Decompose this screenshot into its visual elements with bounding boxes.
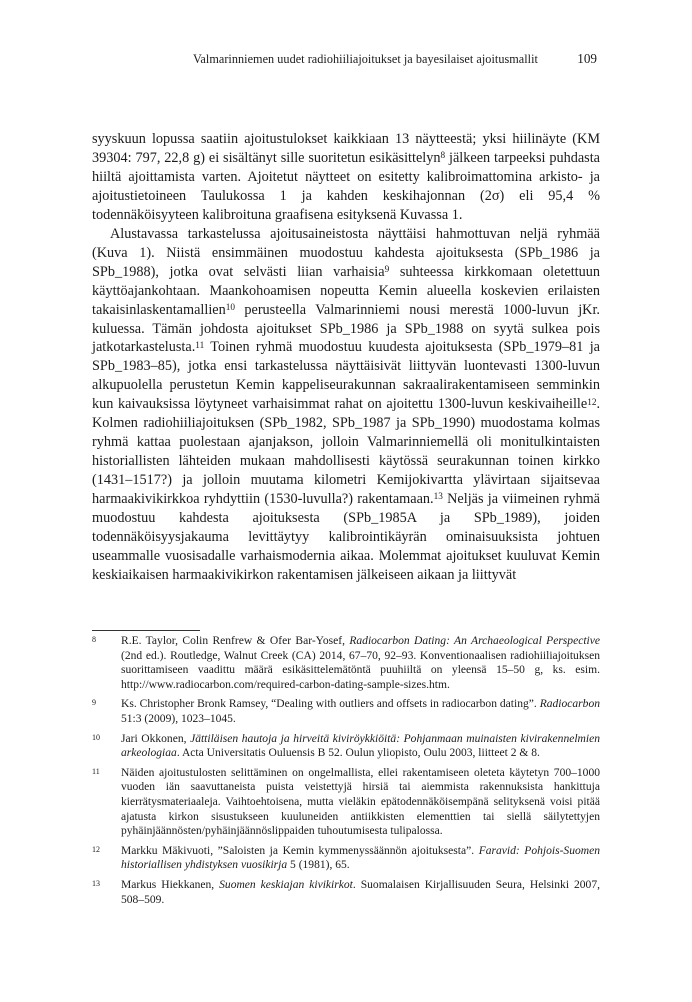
paragraph-2-text: suhteessa kirkkomaan oletettuun käyttöajankohtaan. Maankohoamisen nopeutta Kemin alueella koskevien erilaisten takaisinlaskentamallien: [92, 263, 600, 318]
footnote-text: [121, 698, 600, 725]
paragraph-1-text: jälkeen tarpeeksi puhdasta hiiltä ajoittamista varten. Ajoitetut näytteet on esitetty kalibroimattomina arkisto- ja ajoitustietoineen Taulukossa 1 ja kahden keskihajonnan (2σ) eli 95,4 % todennäköisyyteen kalibroituna graafisena esityksenä Kuvassa 1.: [92, 149, 601, 223]
footnote-text-part: 51:3 (2009), 1023–1045.: [121, 712, 236, 725]
footnote-title: Radiocarbon: [539, 698, 600, 711]
footnote-title: Suomen keskiajan kivikirkot: [219, 879, 353, 892]
footnote-title: Jättiläisen hautoja ja hirveitä kiviröykkiöitä: Pohjanmaan muinaisten kivirakennelmien arkeologiaa: [121, 732, 601, 760]
footnote-text: [121, 879, 600, 906]
footnote-10: [92, 732, 600, 761]
footnote-ref-11[interactable]: 11: [195, 340, 205, 351]
footnote-ref-13[interactable]: 13: [433, 492, 443, 503]
body-text: [92, 130, 600, 585]
paragraph-2-text: Alustavassa tarkastelussa ajoitusaineistosta näyttäisi hahmottuvan neljä ryhmää (Kuva 1). Niistä ensimmäinen muodostuu kahdesta ajoituksesta (SPb_1986 ja SPb_1988), jotka ovat selvästi liian varhaisia: [92, 225, 600, 280]
footnote-13: [92, 878, 600, 907]
paragraph-2-text: . Kolmen radiohiiliajoituksen (SPb_1982, SPb_1987 ja SPb_1990) muodostama kolmas ryhmä kattaa puolestaan ajanjakson, jolloin Valmarinniemellä oli monitulkintaisten historiallisten lähteiden mukaan mahdollisesti käytössä seurakunnan toinen kirkko (1431–1517?) ja jolloin muutama kilometri Kemijokivartta ylävirtaan sijaitsevaa harmaakivikirkkoa ryhdyttiin (1530-luvulla?) rakentamaan.: [92, 396, 600, 508]
footnote-ref-9[interactable]: 9: [384, 264, 390, 275]
footnote-number: 10: [92, 732, 100, 742]
footnote-text: [121, 767, 600, 837]
paragraph-1-text: syyskuun lopussa saatiin ajoitustulokset kaikkiaan 13 näytteestä; yksi hiilinäyte (KM 39304: 797, 22,8 g) ei sisältänyt sille suoritetun esikäsittelyn: [92, 131, 600, 166]
footnote-text-part: R.E. Taylor, Colin Renfrew & Ofer Bar-Yosef,: [121, 635, 350, 647]
footnote-divider: [92, 630, 200, 631]
paragraph-2-text: Neljäs ja viimeinen ryhmä muodostuu kahdesta ajoituksesta (SPb_1985A ja SPb_1989), joiden todennäköisyysjakauma levittäytyy kalibrointikäyrän ominaisuuksista johtuen useammalle vuosisadalle varhaismodernia aikaa. Molemmat ajoitukset kuuluvat Kemin keskiaikaisen harmaakivikirkon rakentamisen jälkeiseen aikaan ja liittyvät: [92, 491, 600, 583]
footnote-text-part: Markus Hiekkanen,: [121, 879, 220, 892]
footnote-text-part: . Acta Universitatis Ouluensis B 52. Oulun yliopisto, Oulu 2003, liitteet 2 & 8.: [176, 747, 540, 760]
running-title: Valmarinniemen uudet radiohiiliajoitukset ja bayesilaiset ajoitusmallit: [192, 52, 538, 66]
paragraph-2-text: Toinen ryhmä muodostuu kuudesta ajoituksesta (SPb_1979–81 ja SPb_1983–85), jotka ensi tarkastelussa näyttäisivät liittyvän luontevasti 1300-luvun alkupuolella perustetun Kemin kappeliseurakunnan sakraalirakentamiseen semminkin kun kaivauksissa löytyneet varhaisimmat rahat on ajoitettu 1300-luvun keskivaiheille: [92, 339, 600, 413]
footnote-number: 13: [92, 879, 100, 889]
footnote-text-part: Näiden ajoitustulosten selittäminen on ongelmallista, ellei rakentamiseen oleteta käytetyn 700–1000 vuoden iän saavuttaneista puista veistettyjä hirsiä tai aiemmista rakennuksista hankittuja kierrätysmateriaaleja. Vaihtoehtoisena, mutta vieläkin epätodennäköisempänä selityksenä voisi pitää ajatusta kirkon sisustukseen kuuluneiden antiikkisten elementtien tai siellä säilytettyjen pyhäinjäännösten/pyhäinjäännöslippaiden tuhoutumisesta tulipalossa.: [121, 766, 600, 838]
paragraph-2-text: perusteella Valmarinniemi nousi merestä 1000-luvun jKr. kuluessa. Tämän johdosta ajoitukset SPb_1986 ja SPb_1988 on syytä sulkea pois jatkotarkastelusta.: [92, 301, 600, 356]
footnote-12: [92, 844, 600, 873]
page-number: 109: [577, 51, 597, 66]
footnote-ref-8[interactable]: 8: [440, 151, 446, 162]
footnote-text-part: . Suomalaisen Kirjallisuuden Seura, Helsinki 2007, 508–509.: [121, 879, 600, 906]
footnote-text-part: Ks. Christopher Bronk Ramsey, “Dealing with outliers and offsets in radiocarbon dating”.: [121, 698, 540, 711]
paragraph-2: [92, 225, 600, 585]
footnote-8: [92, 634, 600, 692]
footnote-9: [92, 697, 600, 726]
paragraph-1: [92, 130, 600, 225]
footnote-number: 12: [92, 844, 100, 854]
footnote-title: Radiocarbon Dating: An Archaeological Perspective: [349, 635, 600, 647]
footnote-title: Faravid: Pohjois-Suomen historiallisen yhdistyksen vuosikirja: [121, 844, 600, 872]
footnote-text: [121, 733, 600, 760]
footnote-11: [92, 766, 600, 839]
footnote-ref-10[interactable]: 10: [225, 302, 235, 313]
running-head: [0, 52, 692, 72]
footnote-ref-12[interactable]: 12: [587, 397, 597, 408]
footnote-number: 11: [92, 766, 100, 776]
footnote-text-part: Markku Mäkivuoti, ”Saloisten ja Kemin kymmenyssäännön ajoituksesta”.: [121, 844, 479, 857]
footnote-number: 8: [92, 635, 96, 644]
footnote-number: 9: [92, 698, 96, 708]
footnote-text-part: Jari Okkonen,: [121, 732, 191, 745]
footnote-text: [121, 845, 600, 872]
footnotes: [92, 634, 600, 912]
footnote-text: [121, 635, 600, 691]
footnote-text-part: 5 (1981), 65.: [287, 859, 350, 872]
footnote-text-part: (2nd ed.). Routledge, Walnut Creek (CA) 2014, 67–70, 92–93. Konventionaalisen radiohiiliajoituksen suorittamiseen vaadittu määrä esikäsittelemätöntä puuhiiltä on yleensä 15–50 g, ks. esim. http://www.radiocarbon.com/required-carbon-dating-sample-sizes.htm.: [121, 649, 600, 691]
